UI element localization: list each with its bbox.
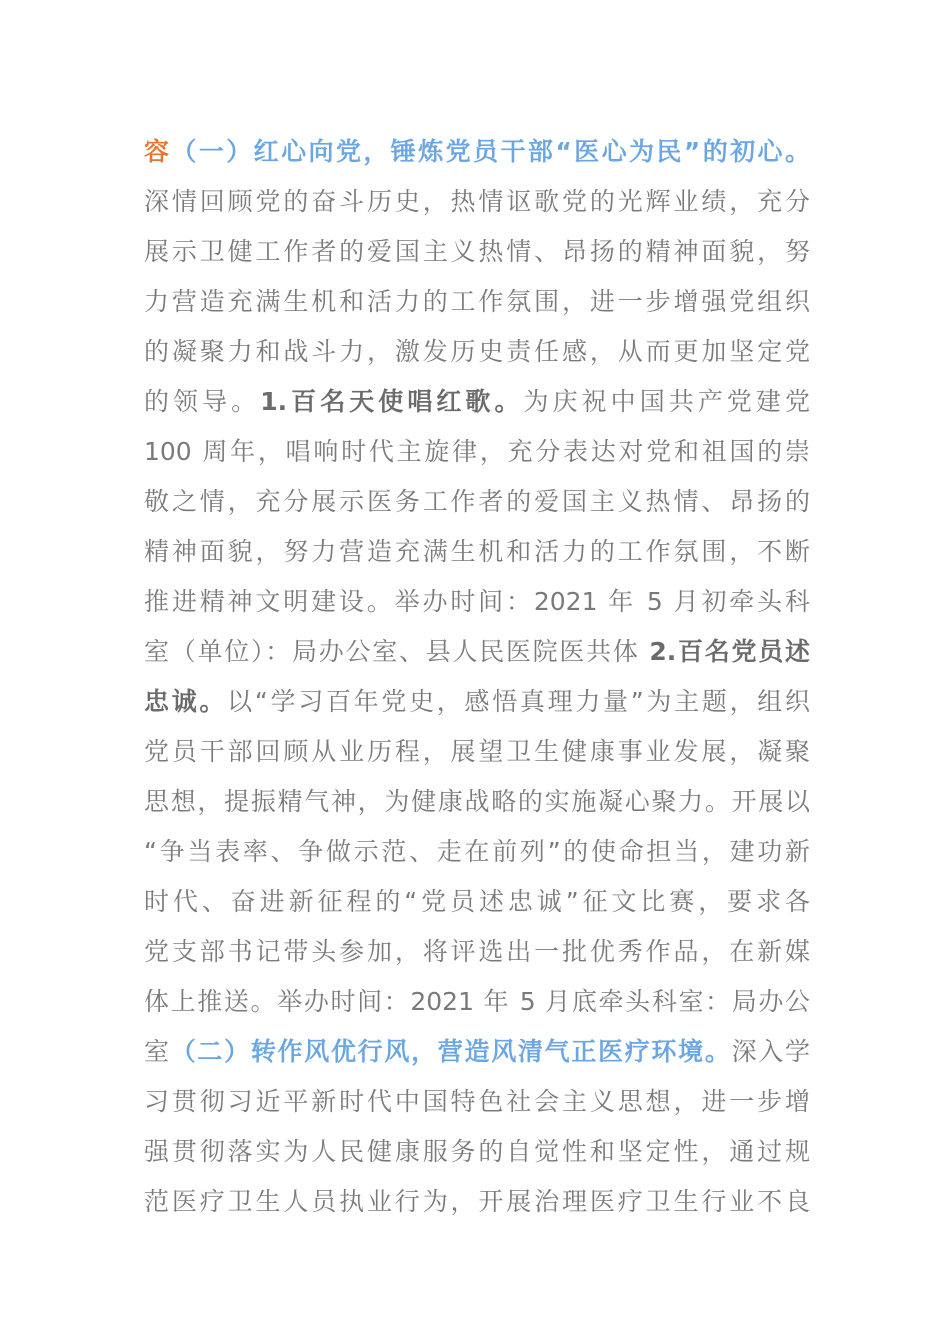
- text-line: [144, 577, 810, 627]
- text-line: [144, 527, 810, 577]
- text-segment: 强贯彻落实为人民健康服务的自觉性和坚定性，通过规: [144, 1137, 810, 1166]
- text-segment: 容: [144, 137, 172, 166]
- text-segment: 为庆祝中国共产党建党: [523, 387, 810, 416]
- text-segment: 力营造充满生机和活力的工作氛围，进一步增强党组织: [144, 287, 810, 316]
- text-segment: 的凝聚力和战斗力，激发历史责任感，从而更加坚定党: [144, 337, 810, 366]
- text-segment: 体上推送。举办时间：2021 年 5 月底牵头科室：局办公: [144, 987, 810, 1016]
- text-segment: 精神面貌，努力营造充满生机和活力的工作氛围，不断: [144, 537, 810, 566]
- text-line: [144, 977, 810, 1027]
- text-line: [144, 927, 810, 977]
- text-segment: 时代、奋进新征程的“党员述忠诚”征文比赛，要求各: [144, 887, 810, 916]
- text-segment: 习贯彻习近平新时代中国特色社会主义思想，进一步增: [144, 1087, 810, 1116]
- text-segment: 1.百名天使唱红歌。: [260, 387, 524, 416]
- text-segment: 深入学: [731, 1037, 810, 1066]
- text-segment: 忠诚。: [144, 687, 228, 716]
- text-line: [144, 677, 810, 727]
- text-segment: 思想，提振精气神，为健康战略的实施凝心聚力。开展以: [144, 787, 810, 816]
- text-segment: 以“学习百年党史，感悟真理力量”为主题，组织: [227, 687, 810, 716]
- text-segment: 推进精神文明建设。举办时间：2021 年 5 月初牵头科: [144, 587, 810, 616]
- text-line: [144, 627, 810, 677]
- text-line: [144, 827, 810, 877]
- text-segment: 室（单位）：局办公室、县人民医院医共体: [144, 637, 650, 666]
- text-segment: 室: [144, 1037, 171, 1066]
- text-segment: 100 周年，唱响时代主旋律，充分表达对党和祖国的崇: [144, 437, 810, 466]
- text-line: [144, 877, 810, 927]
- text-line: [144, 177, 810, 227]
- document-body: [144, 127, 810, 1227]
- text-line: [144, 127, 810, 177]
- text-line: [144, 427, 810, 477]
- text-line: [144, 327, 810, 377]
- text-line: [144, 1077, 810, 1127]
- text-line: [144, 1027, 810, 1077]
- text-segment: “争当表率、争做示范、走在前列”的使命担当，建功新: [144, 837, 810, 866]
- text-line: [144, 777, 810, 827]
- text-line: [144, 477, 810, 527]
- text-segment: 敬之情，充分展示医务工作者的爱国主义热情、昂扬的: [144, 487, 810, 516]
- text-segment: 党员干部回顾从业历程，展望卫生健康事业发展，凝聚: [144, 737, 810, 766]
- text-segment: （一）红心向党，锤炼党员干部“医心为民”的初心。: [171, 137, 810, 166]
- text-segment: 深情回顾党的奋斗历史，热情讴歌党的光辉业绩，充分: [144, 187, 810, 216]
- text-line: [144, 1127, 810, 1177]
- text-line: [144, 377, 810, 427]
- text-segment: 2.百名党员述: [649, 637, 810, 666]
- text-segment: 范医疗卫生人员执业行为，开展治理医疗卫生行业不良: [144, 1187, 810, 1216]
- text-line: [144, 277, 810, 327]
- text-segment: （二）转作风优行风，营造风清气正医疗环境。: [170, 1037, 732, 1066]
- text-segment: 党支部书记带头参加，将评选出一批优秀作品，在新媒: [144, 937, 810, 966]
- text-segment: 展示卫健工作者的爱国主义热情、昂扬的精神面貌，努: [144, 237, 810, 266]
- text-segment: 的领导。: [144, 387, 261, 416]
- text-line: [144, 227, 810, 277]
- text-line: [144, 727, 810, 777]
- text-line: [144, 1177, 810, 1227]
